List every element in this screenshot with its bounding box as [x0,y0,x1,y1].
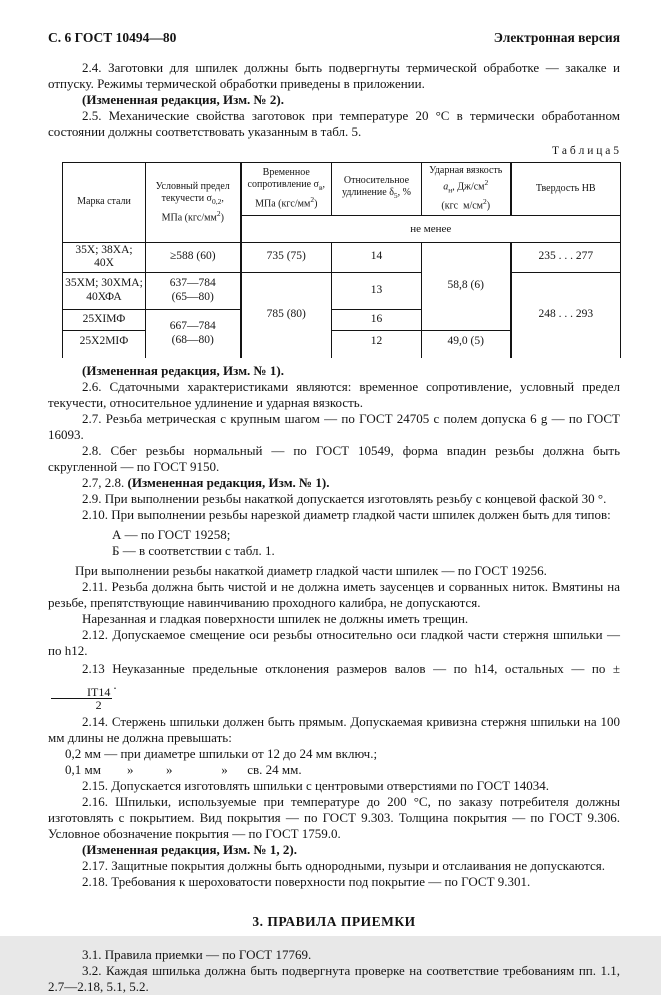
cell-tensile-r1: 735 (75) [241,242,332,272]
paragraph-3-2: 3.2. Каждая шпилька должна быть подвергнута проверке на соответствие требованиям пп. 1.1, 2.7—2.18, 5.1, 5.2. [48,962,620,994]
header-tensile-line2b: , [322,179,325,191]
header-tensile-line1: Временное [262,167,310,179]
header-elong-sub: 5 [393,191,398,201]
cell-yield-r2 [146,272,241,309]
header-impact-sub: н [448,185,453,195]
header-elong-line1: Относительное [343,175,410,187]
header-yield-sup: 2 [216,208,221,218]
cell-impact-r4: 49,0 (5) [422,330,511,358]
paragraph-3-1: 3.1. Правила приемки — по ГОСТ 17769. [82,946,312,962]
cell-hardness-r1: 235 . . . 277 [511,242,621,272]
table-header-elongation [332,163,422,216]
paragraph-2-9: 2.9. При выполнении резьбы накаткой допускается изготовлять резьбу с концевой фаской 30 °. [82,490,607,506]
header-elong-line2b: , % [397,187,412,199]
table-header-tensile-strength [241,163,332,216]
header-yield-line2: текучести σ [161,192,212,204]
header-impact-line3b: ) [486,200,491,212]
cell-yield-r3-r4 [146,309,241,358]
amendment-note-izm2: (Измененная редакция, Изм. № 2). [82,92,284,107]
paragraph-2-5: 2.5. Механические свойства заготовок при температуре 20 °С в термически обработанном состоянии должны соответствовать указанным в табл. 5. [48,108,620,139]
header-impact-sup2: 2 [483,197,487,207]
paragraph-2-17: 2.17. Защитные покрытия должны быть однородными, пузыри и отслаивания не допускаются. [82,857,606,873]
header-tensile-sub: в [318,183,323,193]
header-steel-label: Марка стали [77,196,131,208]
table-row-2 [63,272,621,309]
header-impact-sup1: 2 [484,178,489,187]
header-tensile-line3: МПа (кгс/мм [255,198,311,210]
list-item-a: А — по ГОСТ 19258; [112,526,231,542]
table-caption: Т а б л и ц а 5 [551,145,619,157]
cell-hardness-r2-r4: 248 . . . 293 [511,272,621,358]
fraction-it14-over-2 [51,686,112,712]
header-tensile-line2: сопротивление σ [247,179,319,191]
header-yield-line1: Условный предел [155,180,230,192]
paragraph-2-7-2-8-amendment [48,475,620,491]
header-right-title: Электронная версия [493,30,620,45]
table-header-impact-strength [422,163,511,216]
paragraph-2-13-period: . [113,676,117,692]
table-header-row [63,163,621,216]
cell-impact-r1-r3: 58,8 (6) [422,242,511,330]
header-yield-sub: 0,2 [211,196,222,206]
line-0-2-mm: 0,2 мм — при диаметре шпильки от 12 до 24 мм включ.; [65,745,378,761]
paragraph-2-7-2-8-prefix: 2.7, 2.8. [82,474,128,490]
header-impact-line1: Ударная вязкость [429,165,503,176]
paragraph-2-6: 2.6. Сдаточными характеристиками являются: временное сопротивление, условный предел текучести, относительное удлинение и ударная вязкость. [48,378,620,410]
header-left-title: С. 6 ГОСТ 10494—80 [48,30,177,45]
header-yield-line3: МПа (кгс/мм [161,211,217,223]
paragraph-2-4: 2.4. Заготовки для шпилек должны быть подвергнуты термической обработке — закалке и отпуску. Режимы термической обработки приведены в приложении. [48,60,620,91]
paragraph-2-14: 2.14. Стержень шпильки должен быть прямым. Допускаемая кривизна стержня шпильки на 100 мм длины не должна превышать: [48,713,620,745]
paragraph-2-7: 2.7. Резьба метрическая с крупным шагом — по ГОСТ 24705 с полем допуска 6 g — по ГОСТ 16093. [48,410,620,442]
header-yield-line2b: , [221,192,224,204]
fraction-denominator: 2 [95,698,102,713]
header-yield-line3b: ) [220,211,224,223]
cell-elongation-r3: 16 [332,309,422,330]
page-header [48,30,620,45]
header-impact-line2: , Дж/см [452,181,485,193]
paragraph-nakatka: При выполнении резьбы накаткой диаметр гладкой части шпилек — по ГОСТ 19256. [75,562,547,578]
header-tensile-sup: 2 [310,195,315,205]
table-row-1 [63,242,621,272]
table-header-steel-grade [63,163,146,243]
cell-yield-r1: ≥588 (60) [146,242,241,272]
paragraph-surface: Нарезанная и гладкая поверхности шпилек не должны иметь трещин. [82,610,469,626]
table-header-hardness [511,163,621,216]
header-impact-line3: (кгс м/см [441,200,483,212]
cell-yield-r3-line1: 667—784 [169,320,216,333]
cell-steel-r2 [63,272,146,309]
cell-elongation-r4: 12 [332,330,422,358]
paragraph-2-15: 2.15. Допускается изготовлять шпильки с центровыми отверстиями по ГОСТ 14034. [82,777,550,793]
paragraph-2-16: 2.16. Шпильки, используемые при температуре до 200 °С, по заказу потребителя должны изготовлять с покрытием. Вид покрытия — по ГОСТ 9.303. Толщина покрытия — по ГОСТ 9.306. Условное обозначение покрытия — по ГОСТ 1759.0. [48,793,620,841]
amendment-note-izm1: (Измененная редакция, Изм. № 1). [82,362,284,378]
cell-steel-r2-line1: 35ХМ; 30ХМА; [65,277,143,290]
cell-tensile-r2-r4: 785 (80) [241,272,332,358]
section-3-heading: 3. ПРАВИЛА ПРИЕМКИ [252,913,416,929]
paragraph-2-13-text: 2.13 Неуказанные предельные отклонения размеров валов — по h14, остальных — по ± [82,660,620,676]
header-impact-symbol: a [443,181,449,193]
cell-yield-r3-line2: (68—80) [171,333,214,346]
cell-yield-r2-line2: (65—80) [171,290,214,303]
header-elong-line2: удлинение δ [341,187,394,199]
paragraph-2-8: 2.8. Сбег резьбы нормальный — по ГОСТ 10549, форма впадин резьбы должна быть скругленной — по ГОСТ 9150. [48,442,620,474]
cell-steel-r2-line2: 40ХФА [86,290,122,303]
amendment-note-izm1-2: (Измененная редакция, Изм. № 1, 2). [82,841,297,857]
cell-steel-r1: 35Х; 38ХА; 40Х [63,242,146,272]
cell-elongation-r1: 14 [332,242,422,272]
paragraph-2-11: 2.11. Резьба должна быть чистой и не должна иметь заусенцев и сорванных ниток. Вмятины на резьбе, препятствующие навинчиванию проходного калибра, не допускаются. [48,578,620,610]
cell-yield-r2-line1: 637—784 [169,277,216,290]
cell-steel-r3: 25ХIМФ [63,309,146,330]
line-0-1-mm: 0,1 мм » » » св. 24 мм. [65,761,302,777]
paragraph-2-12: 2.12. Допускаемое смещение оси резьбы относительно оси гладкой части стержня шпильки — по h12. [48,626,620,658]
cell-steel-r4: 25Х2МIФ [63,330,146,358]
amendment-note-bold: (Измененная редакция, Изм. № 1). [127,474,330,490]
table-note-ne-menee: не менее [241,215,621,242]
paragraph-2-10: 2.10. При выполнении резьбы нарезкой диаметр гладкой части шпилек должен быть для типов: [82,506,611,522]
table-header-yield-strength [146,163,241,243]
list-item-b: Б — в соответствии с табл. 1. [112,542,275,558]
paragraph-2-13 [48,661,620,712]
fraction-numerator: IT14 [51,686,112,700]
cell-elongation-r2: 13 [332,272,422,309]
header-tensile-line3b: ) [314,198,318,210]
paragraph-2-18: 2.18. Требования к шероховатости поверхности под покрытие — по ГОСТ 9.301. [82,873,531,889]
table-5-mechanical-properties [62,162,621,358]
header-hardness-label: Твердость НВ [535,182,596,194]
